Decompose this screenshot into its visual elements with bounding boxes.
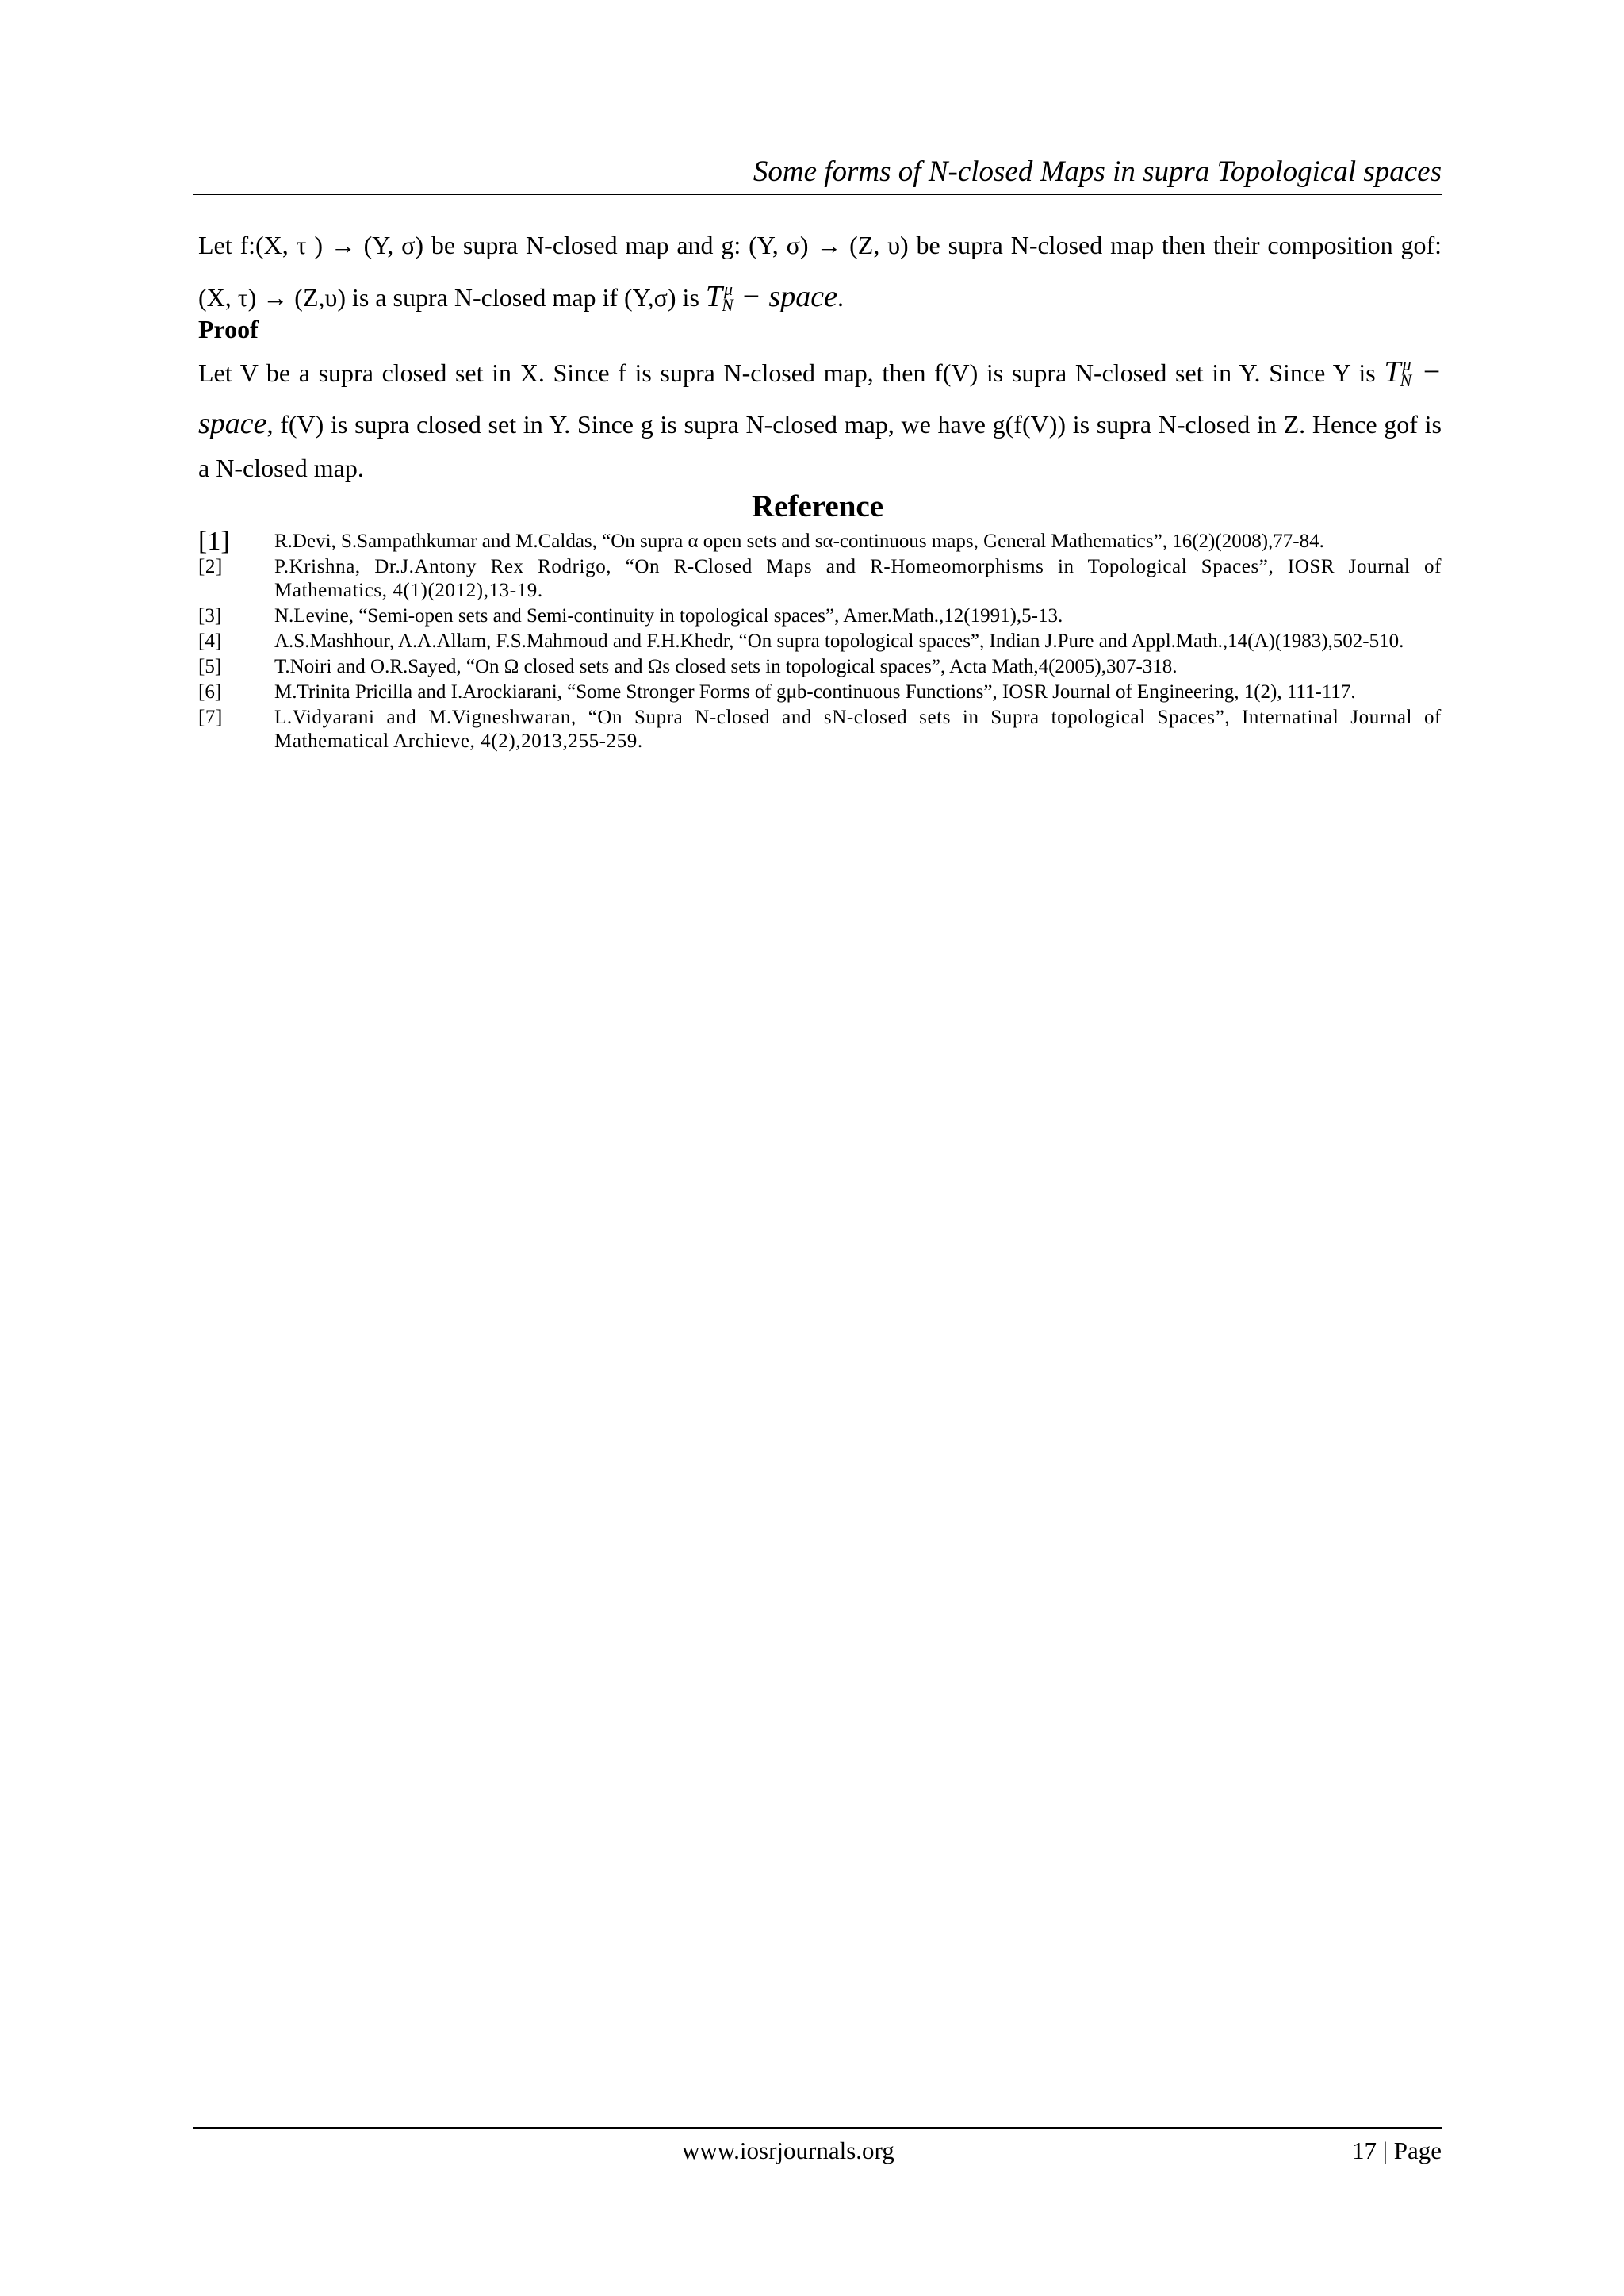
reference-text: P.Krishna, Dr.J.Antony Rex Rodrigo, “On R-Closed Maps and R-Homeomorphisms in Topological Spaces”, IOSR Journal of Mathematics, 4(1)(2012),13-19. bbox=[274, 556, 1442, 601]
reference-number: [2] bbox=[198, 556, 223, 577]
reference-number: [5] bbox=[198, 656, 222, 677]
proof-heading: Proof bbox=[198, 315, 259, 343]
header-rule bbox=[193, 194, 1442, 195]
reference-number: [7] bbox=[198, 707, 223, 728]
reference-list bbox=[198, 527, 1442, 755]
reference-number: [3] bbox=[198, 605, 222, 627]
reference-item bbox=[198, 630, 1442, 654]
reference-item bbox=[198, 527, 1442, 556]
running-title: Some forms of N-closed Maps in supra Topological spaces bbox=[753, 155, 1442, 188]
reference-item bbox=[198, 655, 1442, 679]
reference-text: N.Levine, “Semi-open sets and Semi-continuity in topological spaces”, Amer.Math.,12(1991),5-13. bbox=[274, 605, 1063, 627]
reference-text: L.Vidyarani and M.Vigneshwaran, “On Supra N-closed and sN-closed sets in Supra topological Spaces”, Internatinal Journal of Mathematical Archieve, 4(2),2013,255-259. bbox=[274, 707, 1442, 752]
footer-page-number: 17 | Page bbox=[1352, 2137, 1442, 2164]
theorem-paragraph: Let f:(X, τ ) → (Y, σ) be supra N-closed map and g: (Y, σ) → (Z, υ) be supra N-closed map then their composition gof: (X, τ) → (Z,υ) is a supra N-closed map if (Y,σ) is $T^\mu_N$ − space. bbox=[198, 231, 1442, 315]
reference-text: A.S.Mashhour, A.A.Allam, F.S.Mahmoud and F.H.Khedr, “On supra topological spaces”, Indian J.Pure and Appl.Math.,14(A)(1983),502-510. bbox=[274, 631, 1404, 652]
theorem-text: Let f:(X, τ ) → (Y, σ) be supra N-closed map and g: (Y, σ) → (Z, υ) be supra N-closed map then their composition gof: (X, τ) → (Z,υ) is a supra N-closed map if (Y,σ) is bbox=[198, 231, 1442, 312]
t-n-mu-space-symbol: $T^\mu_N$ − space bbox=[705, 279, 837, 315]
reference-number: [4] bbox=[198, 631, 222, 652]
reference-number: [6] bbox=[198, 681, 222, 703]
reference-item bbox=[198, 706, 1442, 753]
reference-number: [1] bbox=[198, 527, 230, 556]
references-heading: Reference bbox=[752, 489, 883, 523]
reference-item bbox=[198, 604, 1442, 628]
proof-text-2: , f(V) is supra closed set in Y. Since g is supra N-closed map, we have g(f(V)) is supra N-closed in Z. Hence gof is a N-closed map. bbox=[198, 410, 1442, 482]
proof-paragraph bbox=[198, 343, 1442, 490]
reference-text: M.Trinita Pricilla and I.Arockiarani, “Some Stronger Forms of gμb-continuous Functions”, IOSR Journal of Engineering, 1(2), 111-117. bbox=[274, 681, 1356, 703]
reference-item bbox=[198, 680, 1442, 704]
reference-text: R.Devi, S.Sampathkumar and M.Caldas, “On supra α open sets and sα-continuous maps, General Mathematics”, 16(2)(2008),77-84. bbox=[274, 531, 1324, 552]
reference-item bbox=[198, 555, 1442, 603]
footer-website-link[interactable]: www.iosrjournals.org bbox=[682, 2137, 894, 2164]
footer-rule bbox=[193, 2127, 1442, 2129]
reference-text: T.Noiri and O.R.Sayed, “On Ω closed sets and Ωs closed sets in topological spaces”, Acta Math,4(2005),307-318. bbox=[274, 656, 1178, 677]
proof-text-1: Let V be a supra closed set in X. Since f is supra N-closed map, then f(V) is supra N-closed set in Y. Since Y is bbox=[198, 358, 1376, 387]
t-n-mu-space-symbol: $T^\mu_N$ − space bbox=[198, 355, 1442, 440]
